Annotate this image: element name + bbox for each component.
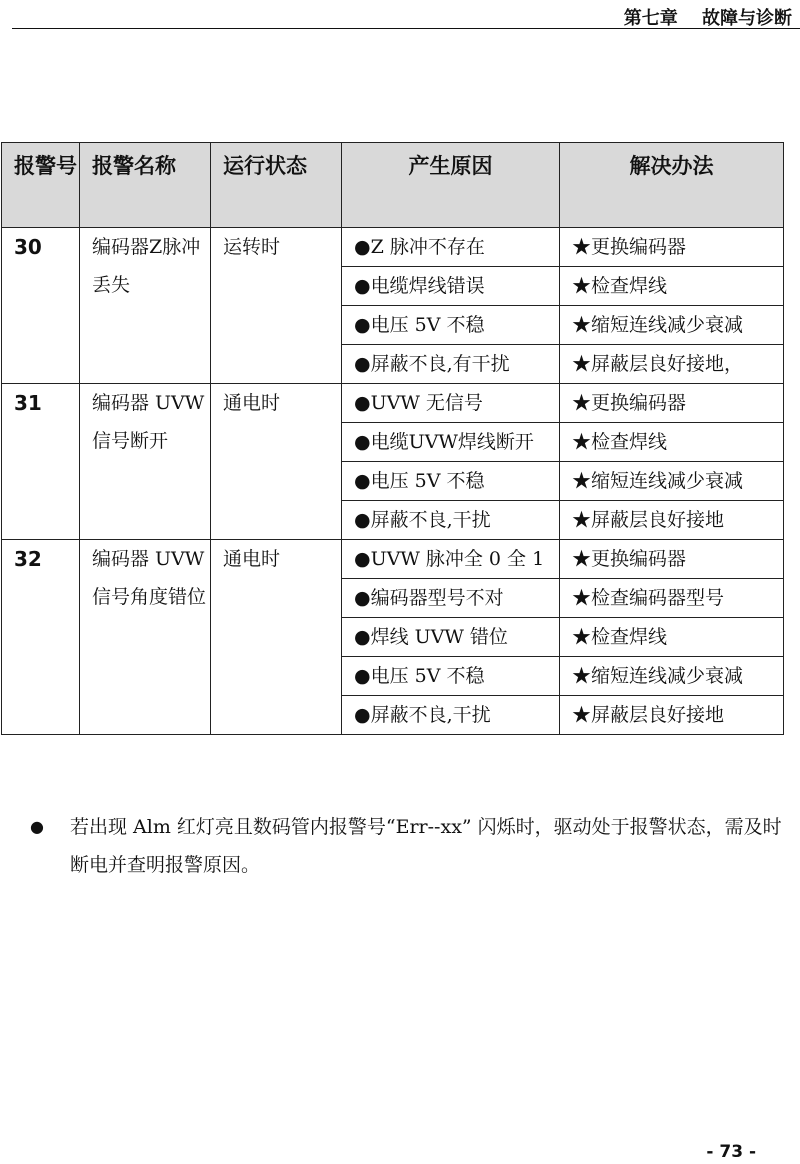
cause-cell: ●屏蔽不良,干扰 xyxy=(342,696,560,735)
alarm-name: 编码器 UVW 信号断开 xyxy=(80,384,211,540)
solution-cell: ★屏蔽层良好接地， xyxy=(560,345,784,384)
alarm-name: 编码器Z脉冲丢失 xyxy=(80,228,211,384)
solution-cell: ★屏蔽层良好接地 xyxy=(560,696,784,735)
cause-cell: ●电缆焊线错误 xyxy=(342,267,560,306)
alarm-note xyxy=(30,808,800,884)
table-row xyxy=(2,228,784,267)
cause-cell: ●UVW 脉冲全 0 全 1 xyxy=(342,540,560,579)
solution-cell: ★缩短连线减少衰减 xyxy=(560,462,784,501)
table-header-row xyxy=(2,143,784,228)
header-solution: 解决办法 xyxy=(560,143,784,228)
cause-cell: ●Z 脉冲不存在 xyxy=(342,228,560,267)
solution-cell: ★检查编码器型号 xyxy=(560,579,784,618)
run-state: 运转时 xyxy=(211,228,342,384)
solution-cell: ★缩短连线减少衰减 xyxy=(560,306,784,345)
alarm-table xyxy=(1,142,784,735)
solution-cell: ★屏蔽层良好接地 xyxy=(560,501,784,540)
solution-cell: ★检查焊线 xyxy=(560,618,784,657)
run-state: 通电时 xyxy=(211,384,342,540)
table-row xyxy=(2,540,784,579)
solution-cell: ★检查焊线 xyxy=(560,423,784,462)
note-text: 若出现 Alm 红灯亮且数码管内报警号“Err--xx” 闪烁时，驱动处于报警状态，需及时断电并查明报警原因。 xyxy=(70,816,782,876)
solution-cell: ★更换编码器 xyxy=(560,384,784,423)
page-number: - 73 - xyxy=(706,1142,756,1162)
alarm-code: 31 xyxy=(2,384,80,540)
alarm-name: 编码器 UVW 信号角度错位 xyxy=(80,540,211,735)
cause-cell: ●UVW 无信号 xyxy=(342,384,560,423)
alarm-code: 30 xyxy=(2,228,80,384)
header-cause: 产生原因 xyxy=(342,143,560,228)
header-alarm-name: 报警名称 xyxy=(80,143,211,228)
chapter-header: 第七章 故障与诊断 xyxy=(623,8,792,29)
cause-cell: ●电压 5V 不稳 xyxy=(342,306,560,345)
cause-cell: ●编码器型号不对 xyxy=(342,579,560,618)
cause-cell: ●屏蔽不良,有干扰 xyxy=(342,345,560,384)
table-row xyxy=(2,384,784,423)
header-divider xyxy=(12,28,800,29)
cause-cell: ●屏蔽不良,干扰 xyxy=(342,501,560,540)
solution-cell: ★更换编码器 xyxy=(560,540,784,579)
solution-cell: ★检查焊线 xyxy=(560,267,784,306)
header-alarm-code: 报警号 xyxy=(2,143,80,228)
header-run-state: 运行状态 xyxy=(211,143,342,228)
cause-cell: ●电缆UVW焊线断开 xyxy=(342,423,560,462)
alarm-code: 32 xyxy=(2,540,80,735)
solution-cell: ★缩短连线减少衰减 xyxy=(560,657,784,696)
cause-cell: ●电压 5V 不稳 xyxy=(342,657,560,696)
cause-cell: ●电压 5V 不稳 xyxy=(342,462,560,501)
run-state: 通电时 xyxy=(211,540,342,735)
solution-cell: ★更换编码器 xyxy=(560,228,784,267)
cause-cell: ●焊线 UVW 错位 xyxy=(342,618,560,657)
bullet-icon: ● xyxy=(30,817,44,836)
